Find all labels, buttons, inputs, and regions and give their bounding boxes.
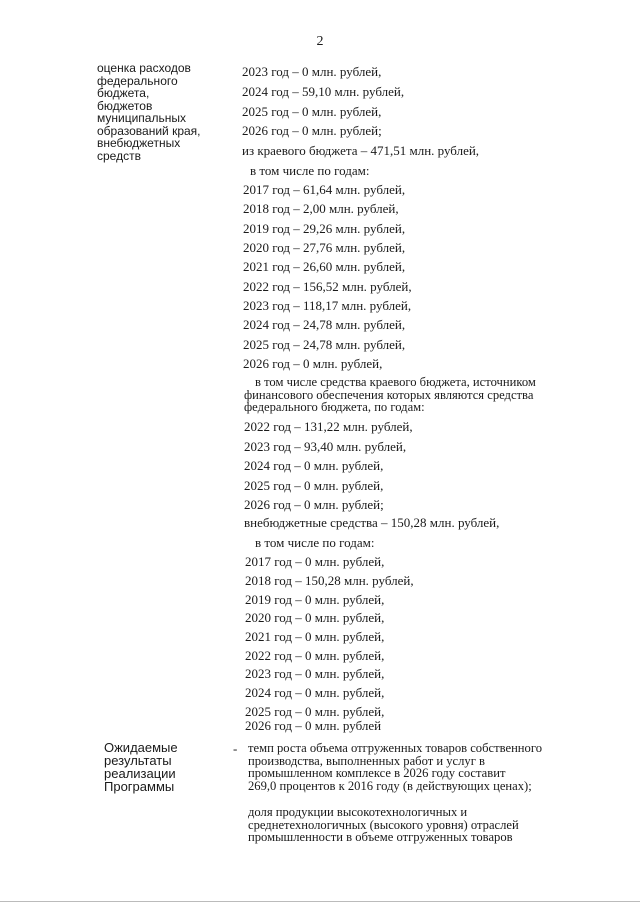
year-amount-line: 2019 год – 29,26 млн. рублей, <box>243 221 406 236</box>
result-line: 269,0 процентов к 2016 году (в действующих ценах); <box>248 778 532 793</box>
year-amount-line: 2020 год – 27,76 млн. рублей, <box>243 240 406 255</box>
extrabudgetary-total: внебюджетные средства – 150,28 млн. рублей, <box>244 515 500 530</box>
year-amount-line: 2023 год – 0 млн. рублей, <box>245 666 385 681</box>
label-line: Программы <box>104 779 175 794</box>
federal-funds-note <box>244 376 603 414</box>
year-amount-line: 2024 год – 24,78 млн. рублей, <box>243 317 406 332</box>
label-line: Ожидаемые <box>104 740 178 755</box>
result-line: промышленном комплексе в 2026 году составит <box>248 766 506 781</box>
year-amount-line: 2024 год – 59,10 млн. рублей, <box>242 84 405 99</box>
result-line: производства, выполненных работ и услуг в <box>248 753 485 768</box>
year-amount-line: 2023 год – 93,40 млн. рублей, <box>244 439 407 454</box>
by-years-heading: в том числе по годам: <box>250 163 370 178</box>
label-line: федерального <box>97 73 178 88</box>
note-line: финансового обеспечения которых являются средства <box>244 387 534 402</box>
year-amount-line: 2018 год – 2,00 млн. рублей, <box>243 201 399 216</box>
year-amount-line: 2024 год – 0 млн. рублей, <box>244 458 384 473</box>
label-line: бюджета, <box>97 86 150 100</box>
label-line: муниципальных <box>97 111 186 125</box>
budget-estimate-label <box>97 62 227 162</box>
year-amount-line: 2023 год – 0 млн. рублей, <box>242 64 382 79</box>
year-amount-line: 2026 год – 0 млн. рублей; <box>244 497 384 512</box>
list-dash: - <box>233 741 238 756</box>
year-amount-line: 2020 год – 0 млн. рублей, <box>245 610 385 625</box>
result-line: темп роста объема отгруженных товаров собственного <box>248 741 542 755</box>
result-growth-rate <box>248 742 608 792</box>
label-line: средств <box>97 148 141 163</box>
result-line: доля продукции высокотехнологичных и <box>248 805 468 819</box>
year-amount-line: 2023 год – 118,17 млн. рублей, <box>243 298 412 313</box>
year-amount-line: 2022 год – 131,22 млн. рублей, <box>244 419 413 434</box>
note-line: федерального бюджета, по годам: <box>244 400 425 415</box>
year-amount-line: 2017 год – 61,64 млн. рублей, <box>243 182 406 197</box>
year-amount-line: 2024 год – 0 млн. рублей, <box>245 685 385 700</box>
scan-bottom-edge <box>0 901 640 902</box>
regional-budget-total: из краевого бюджета – 471,51 млн. рублей, <box>242 143 480 158</box>
label-line: результаты <box>104 753 172 768</box>
label-line: реализации <box>104 766 176 781</box>
label-line: оценка расходов <box>97 61 191 75</box>
label-line: образований края, <box>97 123 201 138</box>
year-amount-line: 2025 год – 0 млн. рублей, <box>242 104 382 119</box>
by-years-heading: в том числе по годам: <box>255 535 375 550</box>
note-line: в том числе средства краевого бюджета, источником <box>255 375 536 389</box>
year-amount-line: 2026 год – 0 млн. рублей, <box>243 356 383 371</box>
result-hightech-share <box>248 806 608 844</box>
year-amount-line: 2021 год – 0 млн. рублей, <box>245 629 385 644</box>
year-amount-line: 2017 год – 0 млн. рублей, <box>245 554 385 569</box>
year-amount-line: 2025 год – 24,78 млн. рублей, <box>243 337 406 352</box>
year-amount-line: 2018 год – 150,28 млн. рублей, <box>245 573 414 588</box>
expected-results-label <box>104 741 214 793</box>
year-amount-line: 2022 год – 0 млн. рублей, <box>245 648 385 663</box>
year-amount-line: 2022 год – 156,52 млн. рублей, <box>243 279 412 294</box>
year-amount-line: 2019 год – 0 млн. рублей, <box>245 592 385 607</box>
year-amount-line: 2021 год – 26,60 млн. рублей, <box>243 259 406 274</box>
year-amount-line: 2025 год – 0 млн. рублей, <box>244 478 384 493</box>
page-number: 2 <box>316 34 324 49</box>
year-amount-line: 2025 год – 0 млн. рублей, <box>245 704 385 719</box>
year-amount-line: 2026 год – 0 млн. рублей; <box>242 123 382 138</box>
label-line: внебюджетных <box>97 136 181 150</box>
result-line: среднетехнологичных (высокого уровня) отраслей <box>248 817 519 832</box>
year-amount-line: 2026 год – 0 млн. рублей <box>245 718 382 733</box>
label-line: бюджетов <box>97 98 153 113</box>
result-line: промышленности в объеме отгруженных товаров <box>248 830 513 845</box>
